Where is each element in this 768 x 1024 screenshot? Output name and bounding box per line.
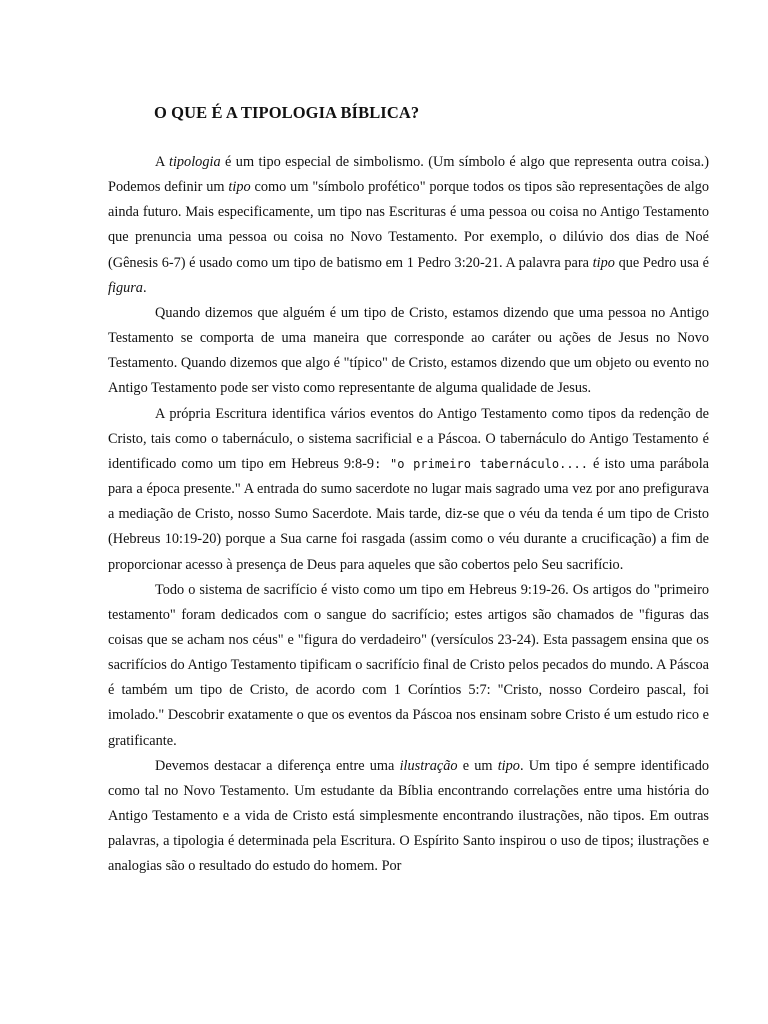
text: Devemos destacar a diferença entre uma — [155, 757, 400, 774]
paragraph-1 — [108, 150, 709, 301]
document-body — [108, 150, 709, 880]
paragraph-3 — [108, 402, 709, 578]
italic-term: ilustração — [399, 757, 458, 774]
italic-term: tipologia — [168, 154, 221, 170]
paragraph-5 — [108, 754, 709, 880]
paragraph-4: Todo o sistema de sacrifício é visto como um tipo em Hebreus 9:19-26. Os artigos do "primeiro testamento" foram dedicados com o sangue do sacrifício; estes artigos são chamados de "figuras das coisas que se acham nos céus" e "figura do verdadeiro" (versículos 23-24). Esta passagem ensina que os sacrifícios do Antigo Testamento tipificam o sacrifício final de Cristo pelos pecados do mundo. A Páscoa é também um tipo de Cristo, de acordo com 1 Coríntios 5:7: "Cristo, nosso Cordeiro pascal, foi imolado." Descobrir exatamente o que os eventos da Páscoa nos ensinam sobre Cristo é um estudo rico e gratificante. — [108, 581, 709, 749]
document-title: O QUE É A TIPOLOGIA BÍBLICA? — [154, 103, 420, 122]
text: que Pedro usa é — [614, 254, 709, 271]
italic-term: tipo — [497, 757, 520, 774]
italic-term: tipo — [228, 179, 251, 196]
text: . Um tipo é sempre identificado como tal no Novo Testamento. Um estudante da Bíblia encontrando correlações entre uma história do Antigo Testamento e a vida de Cristo está simplesmente encontrando ilustrações, não tipos. Em outras palavras, a tipologia é determinada pela Escritura. O Espírito Santo inspirou o uso de tipos; ilustrações e analogias são o resultado do estudo do homem. Por — [108, 757, 709, 875]
italic-term: tipo — [592, 254, 615, 271]
italic-term: figura — [108, 279, 143, 296]
text: é um tipo especial de simbolismo. (Um símbolo é algo que representa outra coisa.) Podemos definir um — [108, 154, 709, 196]
paragraph-2: Quando dizemos que alguém é um tipo de Cristo, estamos dizendo que uma pessoa no Antigo Testamento se comporta de uma maneira que corresponde ao caráter ou ações de Jesus no Novo Testamento. Quando dizemos que algo é "típico" de Cristo, estamos dizendo que um objeto ou evento no Antigo Testamento pode ser visto como representante de alguma qualidade de Jesus. — [108, 304, 709, 397]
text: . — [142, 279, 147, 296]
quoted-text-mono: : "o primeiro tabernáculo.... — [374, 456, 589, 471]
text: A — [155, 154, 169, 170]
text: é isto uma parábola para a época presente." A entrada do sumo sacerdote no lugar mais sagrado uma vez por ano prefigurava a mediação de Cristo, nosso Sumo Sacerdote. Mais tarde, diz-se que o véu da tenda é um tipo de Cristo (Hebreus 10:19-20) porque a Sua carne foi rasgada (assim como o véu durante a crucificação) a fim de proporcionar acesso à presença de Deus para aqueles que são cobertos pelo Seu sacrifício. — [108, 455, 710, 573]
text: como um "símbolo profético" porque todos os tipos são representações de algo ainda futuro. Mais especificamente, um tipo nas Escrituras é uma pessoa ou coisa no Antigo Testamento que prenuncia uma pessoa ou coisa no Novo Testamento. Por exemplo, o dilúvio dos dias de Noé (Gênesis 6-7) é usado como um tipo de batismo em 1 Pedro 3:20-21. A palavra para — [108, 179, 709, 271]
text: A própria Escritura identifica vários eventos do Antigo Testamento como tipos da redenção de Cristo, tais como o tabernáculo, o sistema sacrificial e a Páscoa. O tabernáculo do Antigo Testamento é identificado como um tipo em Hebreus 9:8-9 — [108, 405, 709, 472]
text: e um — [457, 757, 498, 774]
